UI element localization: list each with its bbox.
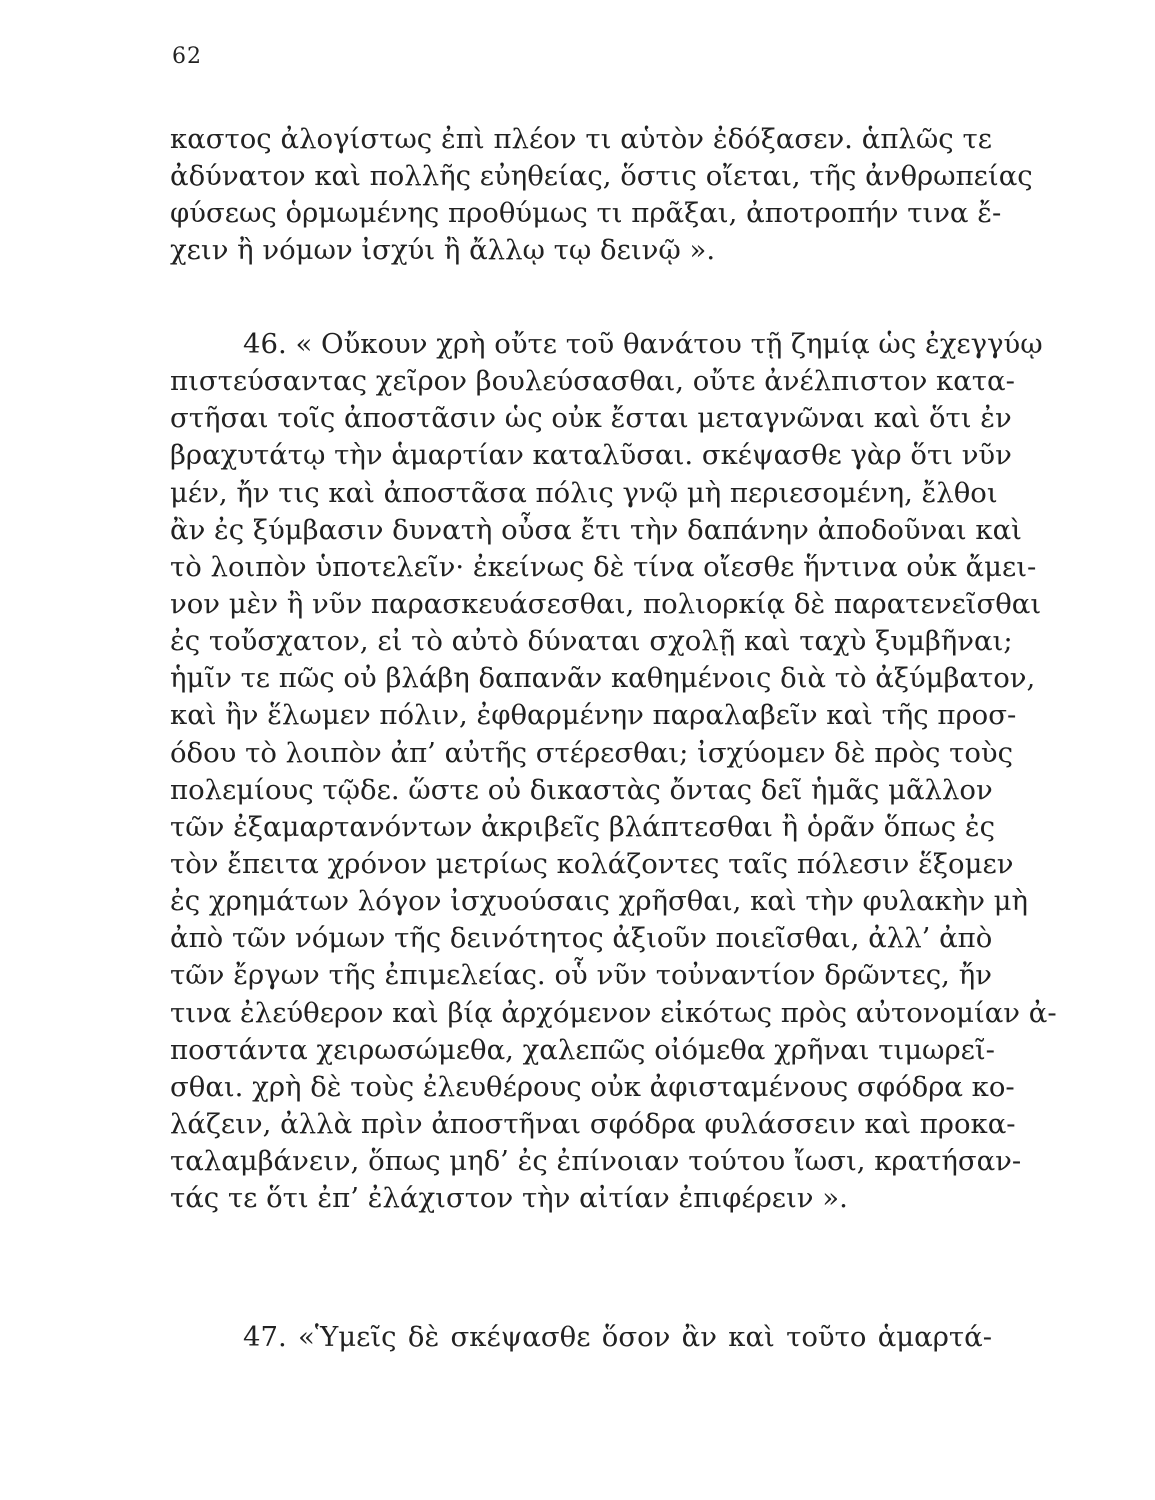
text-line: ἀδύνατον καὶ πολλῆς εὐηθείας, ὅστις οἴεται, τῆς ἀνθρωπείας — [170, 160, 1033, 193]
text-line: ἀπὸ τῶν νόμων τῆς δεινότητος ἀξιοῦν ποιεῖσθαι, ἀλλ’ ἀπὸ — [170, 922, 993, 955]
text-line: καστος ἀλογίστως ἐπὶ πλέον τι αὑτὸν ἐδόξασεν. ἁπλῶς τε — [170, 123, 992, 155]
text-line: 46. « Οὔκουν χρὴ οὔτε τοῦ θανάτου τῇ ζημίᾳ ὡς ἐχεγγύῳ — [243, 328, 1043, 360]
text-line: πολεμίους τῷδε. ὥστε οὐ δικαστὰς ὄντας δεῖ ἡμᾶς μᾶλλον — [170, 773, 993, 806]
text-line: καὶ ἢν ἕλωμεν πόλιν, ἐφθαρμένην παραλαβεῖν καὶ τῆς προσ- — [170, 699, 1017, 732]
paragraph-47 — [170, 1319, 992, 1356]
text-line: τῶν ἔργων τῆς ἐπιμελείας. οὗ νῦν τοὐναντίον δρῶντες, ἤν — [170, 959, 992, 992]
text-line: όδου τὸ λοιπὸν ἀπ’ αὐτῆς στέρεσθαι; ἰσχύομεν δὲ πρὸς τοὺς — [170, 736, 1014, 769]
paragraph-46 — [170, 326, 1057, 1217]
text-line: 47. «Ὑμεῖς δὲ σκέψασθε ὅσον ἂν καὶ τοῦτο ἁμαρτά- — [243, 1321, 992, 1353]
text-line: τὸ λοιπὸν ὑποτελεῖν· ἐκείνως δὲ τίνα οἴεσθε ἥντινα οὐκ ἄμει- — [170, 550, 1037, 583]
text-line: στῆσαι τοῖς ἀποστᾶσιν ὡς οὐκ ἔσται μεταγνῶναι καὶ ὅτι ἐν — [170, 402, 1012, 435]
text-line: φύσεως ὁρμωμένης προθύμως τι πρᾶξαι, ἀποτροπήν τινα ἔ- — [170, 197, 1002, 230]
text-line: χειν ἢ νόμων ἰσχύι ἢ ἄλλῳ τῳ δεινῷ ». — [170, 234, 716, 267]
page-number: 62 — [172, 44, 202, 69]
text-line: ἡμῖν τε πῶς οὐ βλάβη δαπανᾶν καθημένοις διὰ τὸ ἀξύμβατον, — [170, 662, 1036, 695]
text-line: τινα ἐλεύθερον καὶ βίᾳ ἀρχόμενον εἰκότως πρὸς αὐτονομίαν ἀ- — [170, 996, 1057, 1029]
text-line: ποστάντα χειρωσώμεθα, χαλεπῶς οἰόμεθα χρῆναι τιμωρεῖ- — [170, 1033, 995, 1066]
text-line: πιστεύσαντας χεῖρον βουλεύσασθαι, οὔτε ἀνέλπιστον κατα- — [170, 365, 1015, 398]
paragraph-continuation — [170, 121, 1033, 270]
text-line: ταλαμβάνειν, ὅπως μηδ’ ἐς ἐπίνοιαν τούτου ἴωσι, κρατήσαν- — [170, 1145, 1022, 1178]
text-line: ἐς τοὔσχατον, εἰ τὸ αὐτὸ δύναται σχολῇ καὶ ταχὺ ξυμβῆναι; — [170, 625, 1013, 658]
text-line: ἐς χρημάτων λόγον ἰσχυούσαις χρῆσθαι, καὶ τὴν φυλακὴν μὴ — [170, 885, 1029, 918]
text-line: νον μὲν ἢ νῦν παρασκευάσεσθαι, πολιορκίᾳ δὲ παρατενεῖσθαι — [170, 587, 1042, 620]
text-line: μέν, ἤν τις καὶ ἀποστᾶσα πόλις γνῷ μὴ περιεσομένη, ἔλθοι — [170, 476, 998, 509]
text-line: τῶν ἐξαμαρτανόντων ἀκριβεῖς βλάπτεσθαι ἢ ὁρᾶν ὅπως ἐς — [170, 810, 996, 843]
text-line: τὸν ἔπειτα χρόνον μετρίως κολάζοντες ταῖς πόλεσιν ἕξομεν — [170, 847, 1014, 880]
text-line: λάζειν, ἀλλὰ πρὶν ἀποστῆναι σφόδρα φυλάσσειν καὶ προκα- — [170, 1107, 1016, 1140]
text-line: ἂν ἐς ξύμβασιν δυνατὴ οὖσα ἔτι τὴν δαπάνην ἀποδοῦναι καὶ — [170, 513, 1022, 546]
text-line: τάς τε ὅτι ἐπ’ ἐλάχιστον τὴν αἰτίαν ἐπιφέρειν ». — [170, 1182, 848, 1215]
text-line: βραχυτάτῳ τὴν ἁμαρτίαν καταλῦσαι. σκέψασθε γὰρ ὅτι νῦν — [170, 439, 1012, 472]
text-line: σθαι. χρὴ δὲ τοὺς ἐλευθέρους οὐκ ἀφισταμένους σφόδρα κο- — [170, 1070, 1015, 1103]
